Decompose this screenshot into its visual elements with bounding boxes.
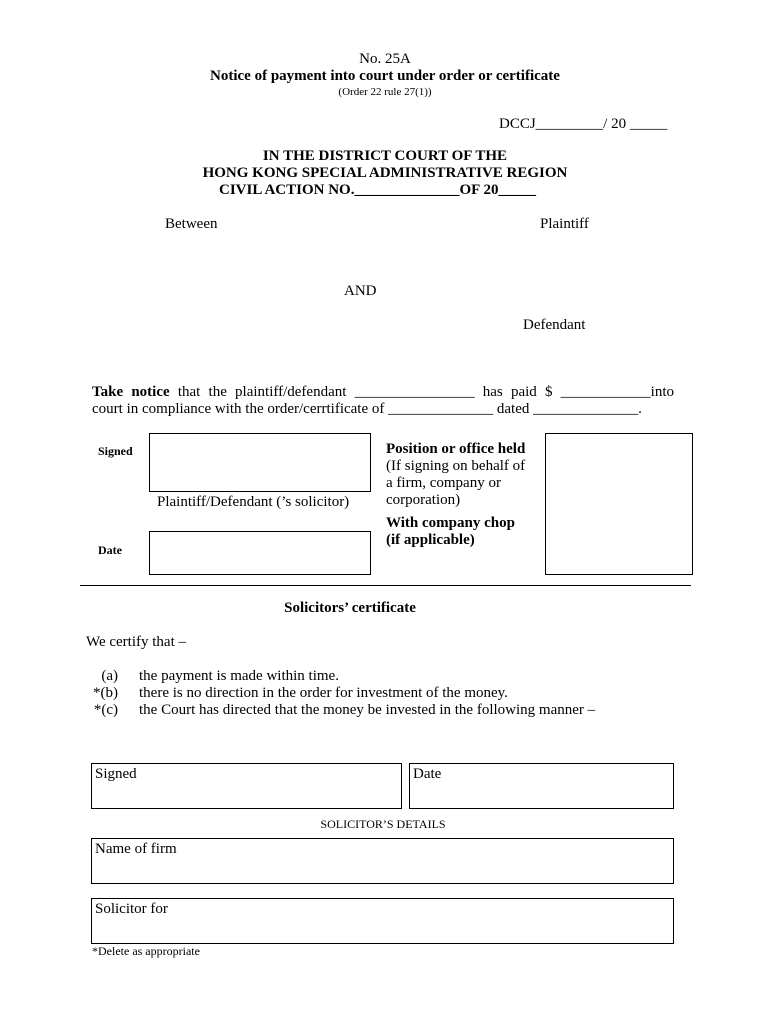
item-a-mark: (a)	[101, 668, 118, 684]
certificate-date-label: Date	[413, 766, 442, 782]
solicitor-for-box[interactable]	[91, 898, 674, 944]
and-label: AND	[344, 283, 377, 299]
delete-footnote: *Delete as appropriate	[92, 944, 200, 958]
section-divider	[80, 585, 691, 586]
position-block	[386, 441, 525, 509]
date-box[interactable]	[149, 531, 371, 575]
certify-intro: We certify that –	[86, 634, 186, 650]
firm-name-box[interactable]	[91, 838, 674, 884]
certificate-title: Solicitors’ certificate	[284, 600, 416, 616]
signatory-caption: Plaintiff/Defendant (’s solicitor)	[157, 494, 350, 510]
between-label: Between	[165, 216, 218, 232]
solicitor-for-label: Solicitor for	[95, 901, 168, 917]
notice-line1-text[interactable]: that the plaintiff/defendant ________________ has paid $ ____________into	[177, 384, 675, 400]
certificate-date-box[interactable]	[409, 763, 674, 809]
civil-action-number[interactable]: CIVIL ACTION NO.______________OF 20_____	[219, 182, 536, 198]
company-chop-box[interactable]	[545, 433, 693, 575]
position-note-line1: (If signing on behalf of	[386, 458, 526, 474]
solicitor-details-heading: SOLICITOR’S DETAILS	[320, 817, 446, 831]
signed-label: Signed	[98, 444, 133, 458]
firm-name-label: Name of firm	[95, 841, 177, 857]
item-c-text: the Court has directed that the money be invested in the following manner –	[139, 702, 596, 718]
item-b-text: there is no direction in the order for investment of the money.	[139, 685, 508, 701]
date-label: Date	[98, 543, 122, 557]
defendant-label: Defendant	[523, 317, 586, 333]
signature-box[interactable]	[149, 433, 371, 492]
notice-line1	[92, 384, 674, 401]
position-note-line2: a firm, company or	[386, 475, 501, 491]
dccj-case-number[interactable]: DCCJ_________/ 20 _____	[499, 116, 668, 132]
court-heading-line1: IN THE DISTRICT COURT OF THE	[262, 148, 508, 164]
plaintiff-label: Plaintiff	[540, 216, 589, 232]
form-title: Notice of payment into court under order or certificate	[210, 68, 560, 84]
take-notice-label: Take notice	[92, 384, 170, 400]
notice-line2[interactable]: court in compliance with the order/cerrtificate of ______________ dated ______________.	[92, 401, 642, 417]
form-rule-reference: (Order 22 rule 27(1))	[338, 86, 432, 98]
certificate-signed-label: Signed	[95, 766, 137, 782]
position-heading: Position or office held	[386, 441, 526, 457]
position-note-line3: corporation)	[386, 492, 461, 508]
company-chop-line1: With company chop	[386, 515, 515, 531]
form-number: No. 25A	[359, 51, 411, 67]
item-b-mark: *(b)	[93, 685, 118, 701]
court-heading-line2: HONG KONG SPECIAL ADMINISTRATIVE REGION	[202, 165, 568, 181]
item-a-text: the payment is made within time.	[139, 668, 339, 684]
item-c-mark: *(c)	[93, 702, 118, 718]
company-chop-line2: (if applicable)	[386, 532, 475, 548]
company-chop-block	[386, 515, 515, 549]
certificate-signed-box[interactable]	[91, 763, 402, 809]
